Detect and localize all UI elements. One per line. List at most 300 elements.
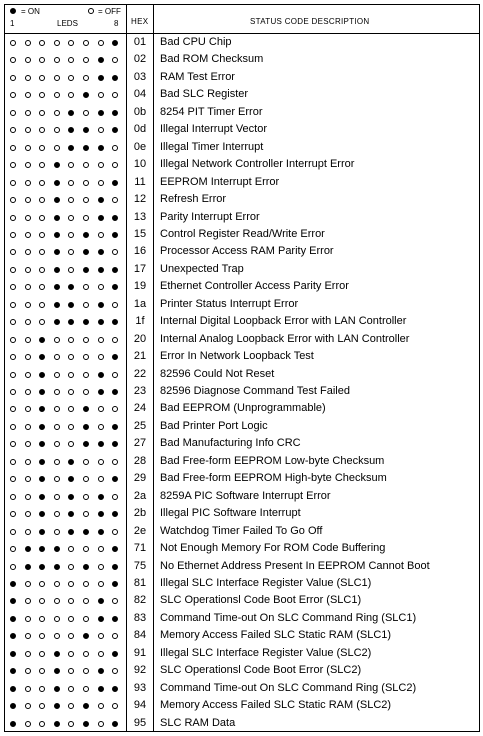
led-off-icon bbox=[98, 651, 104, 657]
led-pattern bbox=[10, 592, 126, 609]
led-on-icon bbox=[112, 180, 118, 186]
led-off-icon bbox=[54, 354, 60, 360]
led-on-icon bbox=[112, 215, 118, 221]
led-off-icon bbox=[68, 703, 74, 709]
led-off-icon bbox=[68, 406, 74, 412]
led-pattern bbox=[10, 209, 126, 226]
led-off-icon bbox=[39, 616, 45, 622]
led-on-icon bbox=[83, 424, 89, 430]
led-off-icon bbox=[25, 494, 31, 500]
led-off-icon bbox=[10, 197, 16, 203]
led-on-icon bbox=[98, 441, 104, 447]
led-off-icon bbox=[39, 668, 45, 674]
led-off-icon bbox=[112, 249, 118, 255]
led-off-icon bbox=[68, 598, 74, 604]
led-on-icon bbox=[68, 476, 74, 482]
led-on-icon bbox=[39, 564, 45, 570]
led-on-icon bbox=[112, 424, 118, 430]
led-on-icon bbox=[112, 389, 118, 395]
led-off-icon bbox=[54, 57, 60, 63]
led-off-icon bbox=[54, 110, 60, 116]
table-row bbox=[5, 715, 479, 732]
led-pattern bbox=[10, 715, 126, 732]
led-off-icon bbox=[39, 267, 45, 273]
led-off-icon bbox=[10, 494, 16, 500]
table-row bbox=[5, 69, 479, 86]
led-off-icon bbox=[10, 110, 16, 116]
led-on-icon bbox=[54, 686, 60, 692]
led-on-icon bbox=[10, 668, 16, 674]
led-on-icon bbox=[98, 616, 104, 622]
table-row bbox=[5, 331, 479, 348]
led-off-icon bbox=[25, 180, 31, 186]
led-off-icon bbox=[10, 127, 16, 133]
led-on-icon bbox=[54, 197, 60, 203]
led-off-icon bbox=[39, 232, 45, 238]
hex-code: 82 bbox=[133, 594, 147, 607]
led-off-icon bbox=[10, 284, 16, 290]
hex-code: 19 bbox=[133, 280, 147, 293]
led-off-icon bbox=[98, 406, 104, 412]
led-off-icon bbox=[83, 598, 89, 604]
table-row bbox=[5, 575, 479, 592]
led-off-icon bbox=[25, 40, 31, 46]
led-off-icon bbox=[98, 424, 104, 430]
leds-label: LEDS bbox=[57, 19, 78, 28]
led-on-icon bbox=[112, 686, 118, 692]
led-off-icon bbox=[54, 92, 60, 98]
led-off-icon bbox=[83, 546, 89, 552]
led-off-icon bbox=[112, 372, 118, 378]
status-description: Illegal Network Controller Interrupt Error bbox=[160, 158, 355, 171]
status-description: Bad CPU Chip bbox=[160, 36, 232, 48]
led-off-icon bbox=[10, 180, 16, 186]
led-on-icon bbox=[39, 372, 45, 378]
led-off-icon bbox=[39, 319, 45, 325]
led-pattern bbox=[10, 243, 126, 260]
led-on-icon bbox=[68, 529, 74, 535]
led-on-icon bbox=[112, 581, 118, 587]
status-description: Command Time-out On SLC Command Ring (SLC2) bbox=[160, 681, 417, 694]
led-on-icon bbox=[54, 564, 60, 570]
led-pattern bbox=[10, 174, 126, 191]
led-on-icon bbox=[68, 145, 74, 151]
led-pattern bbox=[10, 69, 126, 86]
led-off-icon bbox=[83, 162, 89, 168]
led-on-icon bbox=[112, 564, 118, 570]
led-on-icon bbox=[39, 441, 45, 447]
led-off-icon bbox=[39, 197, 45, 203]
led-off-icon bbox=[25, 110, 31, 116]
status-description: Watchdog Timer Failed To Go Off bbox=[160, 524, 323, 537]
table-row bbox=[5, 296, 479, 313]
table-row bbox=[5, 505, 479, 522]
status-description: Printer Status Interrupt Error bbox=[160, 297, 299, 310]
led-on-icon bbox=[98, 598, 104, 604]
led-off-icon bbox=[112, 668, 118, 674]
led-off-icon bbox=[54, 337, 60, 343]
status-description: SLC Operationsl Code Boot Error (SLC1) bbox=[160, 594, 362, 607]
led-on-icon bbox=[54, 284, 60, 290]
led-off-icon bbox=[68, 651, 74, 657]
table-row bbox=[5, 104, 479, 121]
table-row bbox=[5, 558, 479, 575]
led-on-icon bbox=[68, 511, 74, 517]
led-pattern bbox=[10, 226, 126, 243]
table-row bbox=[5, 86, 479, 103]
hex-code: 27 bbox=[133, 437, 147, 450]
led-off-icon bbox=[68, 162, 74, 168]
status-description: Bad Free-form EEPROM High-byte Checksum bbox=[160, 472, 387, 485]
led-off-icon bbox=[112, 145, 118, 151]
led-off-icon bbox=[54, 529, 60, 535]
led-pattern bbox=[10, 121, 126, 138]
table-row bbox=[5, 453, 479, 470]
led-off-icon bbox=[98, 581, 104, 587]
hex-code: 2e bbox=[133, 524, 147, 537]
led-off-icon bbox=[68, 215, 74, 221]
status-description: Illegal Timer Interrupt bbox=[160, 140, 264, 153]
led-pattern bbox=[10, 505, 126, 522]
hex-code: 23 bbox=[133, 385, 147, 397]
hex-code: 21 bbox=[133, 350, 147, 363]
table-row bbox=[5, 645, 479, 662]
led-off-icon bbox=[25, 337, 31, 343]
led-off-icon bbox=[68, 424, 74, 430]
status-description: Illegal PIC Software Interrupt bbox=[160, 507, 301, 520]
led-off-icon bbox=[25, 581, 31, 587]
led-pattern bbox=[10, 435, 126, 452]
table-row bbox=[5, 313, 479, 330]
led-on-icon bbox=[54, 302, 60, 308]
table-row bbox=[5, 366, 479, 383]
led-off-icon bbox=[39, 721, 45, 727]
hex-code: 92 bbox=[133, 664, 147, 677]
led-on-icon bbox=[112, 40, 118, 46]
led-pattern bbox=[10, 558, 126, 575]
led-off-icon bbox=[10, 476, 16, 482]
led-pattern bbox=[10, 383, 126, 400]
led-off-icon bbox=[54, 581, 60, 587]
led-on-icon bbox=[68, 459, 74, 465]
led-on-icon bbox=[83, 441, 89, 447]
table-row bbox=[5, 400, 479, 417]
led-off-icon bbox=[112, 494, 118, 500]
led-off-icon bbox=[98, 232, 104, 238]
led-on-icon bbox=[39, 511, 45, 517]
table-row bbox=[5, 627, 479, 644]
status-description: Bad EEPROM (Unprogrammable) bbox=[160, 402, 326, 415]
led-pattern bbox=[10, 610, 126, 627]
hex-code: 01 bbox=[133, 36, 147, 48]
led-off-icon bbox=[39, 110, 45, 116]
led-off-icon bbox=[54, 406, 60, 412]
hex-code: 0e bbox=[133, 140, 147, 153]
led-off-icon bbox=[10, 424, 16, 430]
led-off-icon bbox=[112, 459, 118, 465]
led-pattern bbox=[10, 575, 126, 592]
led-on-icon bbox=[112, 616, 118, 622]
status-description: Internal Analog Loopback Error with LAN Controller bbox=[160, 332, 410, 345]
status-description: RAM Test Error bbox=[160, 70, 235, 83]
hex-code: 93 bbox=[133, 681, 147, 694]
table-row bbox=[5, 348, 479, 365]
led-first-label: 1 bbox=[10, 19, 15, 28]
led-off-icon bbox=[39, 302, 45, 308]
led-pattern bbox=[10, 540, 126, 557]
status-description: Memory Access Failed SLC Static RAM (SLC1) bbox=[160, 629, 392, 642]
led-off-icon bbox=[112, 57, 118, 63]
led-off-icon bbox=[10, 232, 16, 238]
led-on-icon bbox=[98, 145, 104, 151]
led-on-icon bbox=[98, 197, 104, 203]
table-row bbox=[5, 191, 479, 208]
led-on-icon bbox=[98, 686, 104, 692]
led-on-icon bbox=[98, 511, 104, 517]
led-on-icon bbox=[112, 651, 118, 657]
led-on-icon bbox=[83, 703, 89, 709]
led-on-icon bbox=[54, 651, 60, 657]
led-pattern bbox=[10, 697, 126, 714]
status-description: Refresh Error bbox=[160, 193, 227, 206]
led-off-icon bbox=[112, 406, 118, 412]
led-off-icon bbox=[83, 354, 89, 360]
led-off-icon bbox=[39, 284, 45, 290]
led-off-icon bbox=[83, 75, 89, 81]
led-off-icon bbox=[54, 459, 60, 465]
led-off-icon bbox=[39, 651, 45, 657]
led-on-icon bbox=[112, 511, 118, 517]
led-off-icon bbox=[25, 145, 31, 151]
led-off-icon bbox=[68, 197, 74, 203]
table-row bbox=[5, 697, 479, 714]
status-description: 8259A PIC Software Interrupt Error bbox=[160, 489, 331, 502]
led-off-icon bbox=[10, 215, 16, 221]
status-description: 82596 Could Not Reset bbox=[160, 367, 275, 380]
hex-code: 20 bbox=[133, 332, 147, 345]
led-off-icon bbox=[54, 494, 60, 500]
led-off-icon bbox=[39, 57, 45, 63]
table-row bbox=[5, 610, 479, 627]
led-off-icon bbox=[25, 476, 31, 482]
hex-code: 02 bbox=[133, 53, 147, 66]
led-off-icon bbox=[54, 598, 60, 604]
led-off-icon bbox=[68, 389, 74, 395]
table-row bbox=[5, 243, 479, 260]
table-row bbox=[5, 662, 479, 679]
led-off-icon bbox=[112, 529, 118, 535]
hex-code: 04 bbox=[133, 88, 147, 101]
led-off-icon bbox=[25, 651, 31, 657]
led-on-icon bbox=[54, 215, 60, 221]
led-on-icon bbox=[83, 127, 89, 133]
led-off-icon bbox=[39, 215, 45, 221]
hex-code: 84 bbox=[133, 629, 147, 642]
led-on-icon bbox=[54, 721, 60, 727]
led-on-icon bbox=[98, 668, 104, 674]
led-off-icon bbox=[10, 372, 16, 378]
hex-code: 28 bbox=[133, 454, 147, 467]
led-on-icon bbox=[83, 267, 89, 273]
hex-code: 1f bbox=[135, 315, 145, 328]
led-off-icon bbox=[68, 633, 74, 639]
led-on-icon bbox=[25, 564, 31, 570]
led-off-icon bbox=[112, 337, 118, 343]
led-pattern bbox=[10, 104, 126, 121]
table-row bbox=[5, 209, 479, 226]
led-off-icon bbox=[25, 75, 31, 81]
led-off-icon bbox=[68, 616, 74, 622]
status-description: Internal Digital Loopback Error with LAN Controller bbox=[160, 315, 407, 328]
led-off-legend-icon bbox=[88, 8, 94, 14]
led-off-icon bbox=[25, 354, 31, 360]
led-off-icon bbox=[83, 57, 89, 63]
led-off-icon bbox=[10, 267, 16, 273]
led-off-icon bbox=[98, 92, 104, 98]
led-on-icon bbox=[98, 75, 104, 81]
led-on-icon bbox=[112, 476, 118, 482]
led-on-icon bbox=[98, 319, 104, 325]
status-description: EEPROM Interrupt Error bbox=[160, 175, 280, 188]
led-off-icon bbox=[25, 302, 31, 308]
led-pattern bbox=[10, 86, 126, 103]
led-off-icon bbox=[68, 40, 74, 46]
led-off-icon bbox=[25, 406, 31, 412]
status-description: SLC RAM Data bbox=[160, 716, 236, 729]
led-off-icon bbox=[25, 668, 31, 674]
led-off-icon bbox=[83, 511, 89, 517]
led-on-icon bbox=[10, 581, 16, 587]
led-off-icon bbox=[98, 633, 104, 639]
status-description: Illegal SLC Interface Register Value (SLC2) bbox=[160, 646, 372, 659]
led-on-icon bbox=[83, 145, 89, 151]
led-off-icon bbox=[68, 581, 74, 587]
led-off-icon bbox=[68, 249, 74, 255]
table-row bbox=[5, 488, 479, 505]
led-off-icon bbox=[25, 92, 31, 98]
led-off-icon bbox=[39, 92, 45, 98]
status-code-table bbox=[4, 4, 480, 732]
led-off-icon bbox=[25, 424, 31, 430]
led-on-icon bbox=[25, 546, 31, 552]
table-row bbox=[5, 139, 479, 156]
table-header bbox=[5, 5, 479, 33]
led-off-icon bbox=[112, 197, 118, 203]
led-on-icon bbox=[10, 598, 16, 604]
led-off-icon bbox=[98, 127, 104, 133]
led-off-icon bbox=[54, 127, 60, 133]
led-on-icon bbox=[98, 372, 104, 378]
led-on-icon bbox=[98, 215, 104, 221]
status-description: No Ethernet Address Present In EEPROM Cannot Boot bbox=[160, 559, 430, 572]
legend-off-label: = OFF bbox=[98, 7, 121, 16]
table-row bbox=[5, 383, 479, 400]
led-off-icon bbox=[112, 598, 118, 604]
led-off-icon bbox=[25, 249, 31, 255]
led-on-icon bbox=[83, 249, 89, 255]
led-on-icon bbox=[68, 494, 74, 500]
hex-code: 10 bbox=[133, 158, 147, 171]
led-off-icon bbox=[25, 721, 31, 727]
led-off-icon bbox=[25, 215, 31, 221]
led-pattern bbox=[10, 331, 126, 348]
led-off-icon bbox=[25, 319, 31, 325]
led-off-icon bbox=[10, 40, 16, 46]
led-off-icon bbox=[98, 564, 104, 570]
led-off-icon bbox=[98, 546, 104, 552]
led-off-icon bbox=[98, 703, 104, 709]
led-on-icon bbox=[98, 249, 104, 255]
status-description: Error In Network Loopback Test bbox=[160, 350, 314, 363]
status-description: Bad Printer Port Logic bbox=[160, 419, 268, 432]
hex-code: 0d bbox=[133, 123, 147, 136]
table-row bbox=[5, 680, 479, 697]
led-off-icon bbox=[54, 511, 60, 517]
led-off-icon bbox=[10, 441, 16, 447]
led-pattern bbox=[10, 261, 126, 278]
hex-code: 71 bbox=[133, 542, 147, 555]
led-off-icon bbox=[68, 372, 74, 378]
led-off-icon bbox=[39, 180, 45, 186]
led-off-icon bbox=[68, 75, 74, 81]
led-on-icon bbox=[54, 232, 60, 238]
table-row bbox=[5, 261, 479, 278]
table-row bbox=[5, 226, 479, 243]
led-on-icon bbox=[10, 633, 16, 639]
led-off-icon bbox=[54, 75, 60, 81]
led-off-icon bbox=[25, 284, 31, 290]
led-off-icon bbox=[54, 633, 60, 639]
led-on-icon bbox=[39, 337, 45, 343]
hex-code: 24 bbox=[133, 402, 147, 415]
led-on-icon bbox=[68, 127, 74, 133]
table-row bbox=[5, 435, 479, 452]
table-row bbox=[5, 278, 479, 295]
led-off-icon bbox=[98, 459, 104, 465]
hex-code: 29 bbox=[133, 472, 147, 485]
led-off-icon bbox=[98, 180, 104, 186]
led-off-icon bbox=[39, 581, 45, 587]
status-description: Illegal Interrupt Vector bbox=[160, 123, 268, 136]
led-pattern bbox=[10, 523, 126, 540]
led-on-icon bbox=[10, 616, 16, 622]
led-pattern bbox=[10, 191, 126, 208]
led-pattern bbox=[10, 453, 126, 470]
hex-code: 22 bbox=[133, 367, 147, 380]
led-on-icon bbox=[54, 162, 60, 168]
status-description: 82596 Diagnose Command Test Failed bbox=[160, 385, 350, 397]
led-off-icon bbox=[83, 668, 89, 674]
hex-code: 1a bbox=[133, 297, 147, 310]
led-off-icon bbox=[54, 372, 60, 378]
led-off-icon bbox=[112, 633, 118, 639]
status-description: Unexpected Trap bbox=[160, 262, 244, 275]
led-on-icon bbox=[83, 232, 89, 238]
led-pattern bbox=[10, 313, 126, 330]
led-on-icon bbox=[68, 302, 74, 308]
hex-code: 95 bbox=[133, 716, 147, 729]
led-off-icon bbox=[10, 302, 16, 308]
led-off-icon bbox=[83, 686, 89, 692]
led-off-icon bbox=[98, 162, 104, 168]
led-off-icon bbox=[83, 494, 89, 500]
led-off-icon bbox=[68, 546, 74, 552]
led-on-icon bbox=[83, 406, 89, 412]
led-on-icon bbox=[112, 267, 118, 273]
led-on-icon bbox=[68, 284, 74, 290]
status-description: SLC Operationsl Code Boot Error (SLC2) bbox=[160, 664, 362, 677]
led-off-icon bbox=[83, 389, 89, 395]
